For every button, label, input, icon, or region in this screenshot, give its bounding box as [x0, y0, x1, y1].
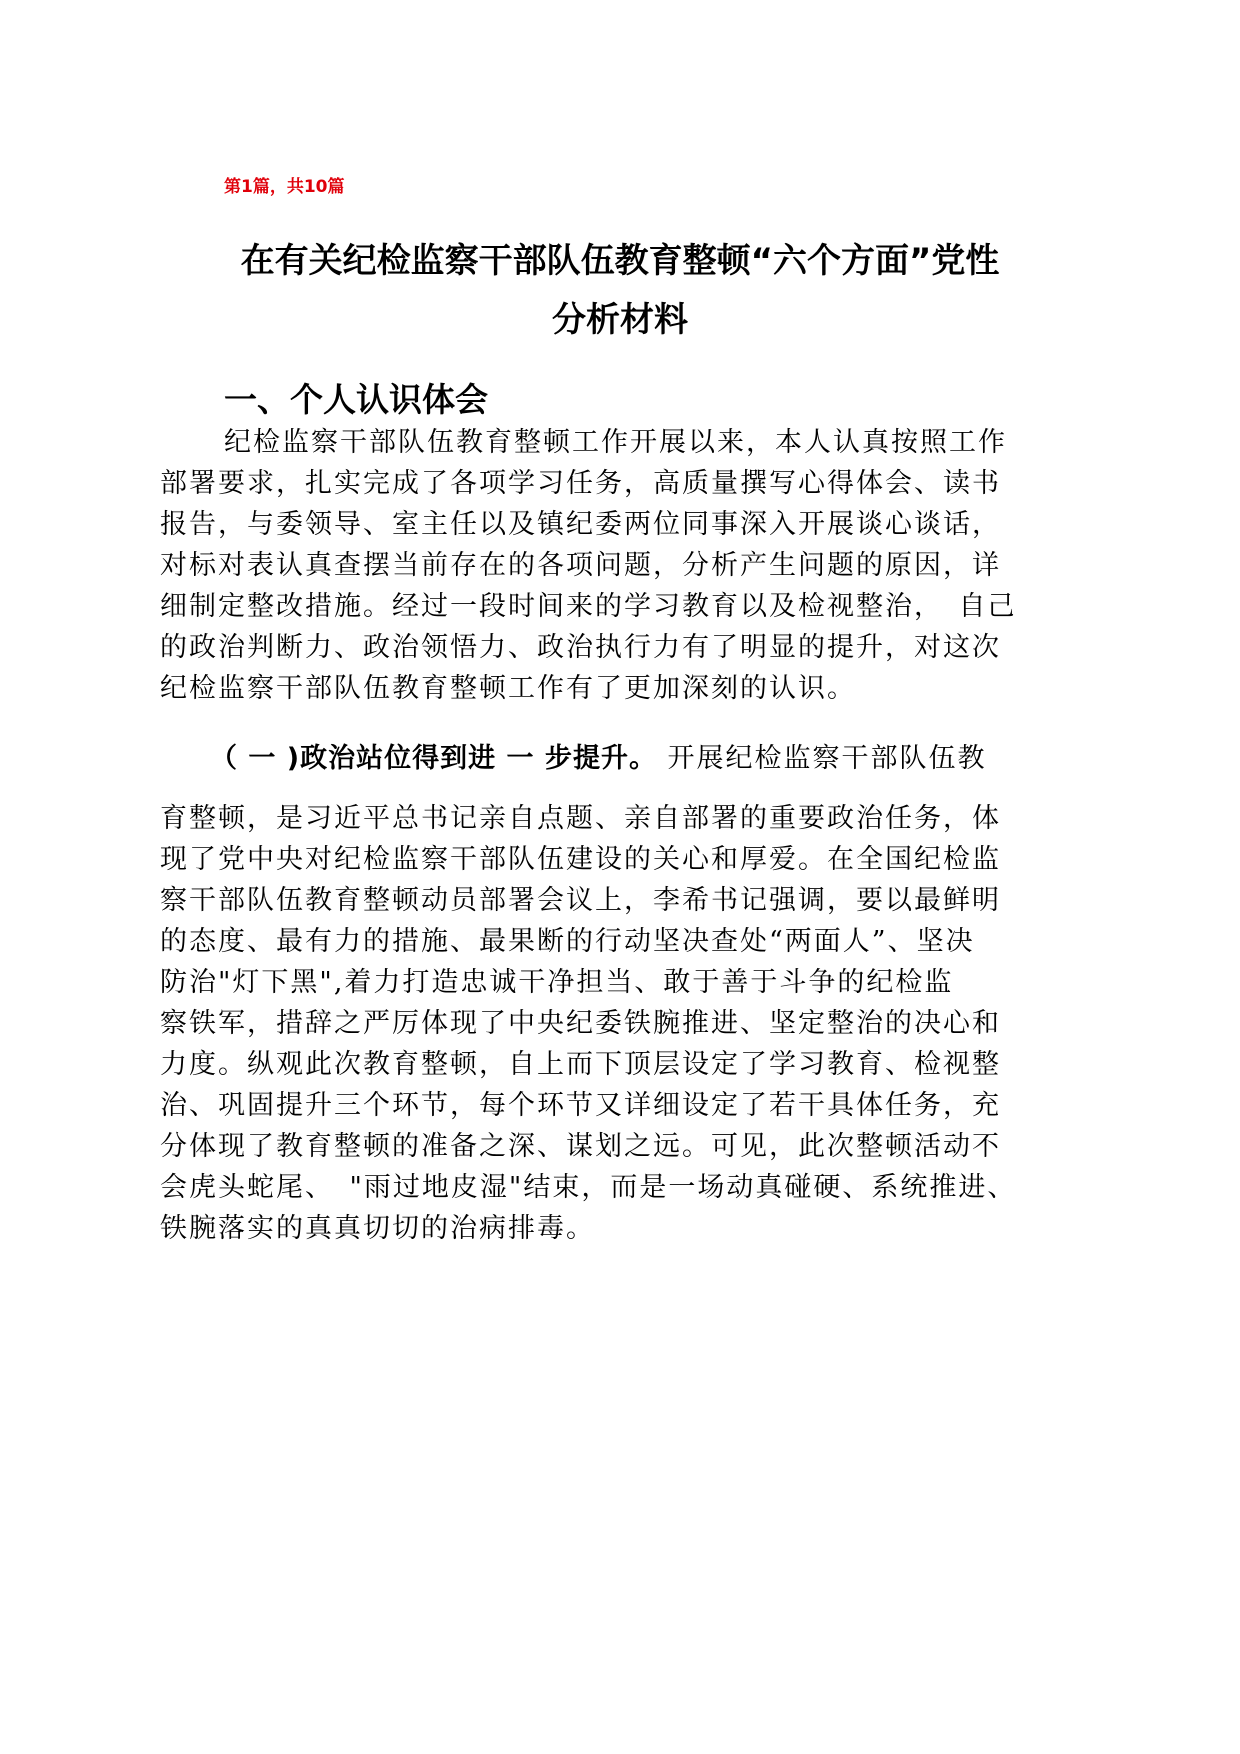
paragraph-line: 纪检监察干部队伍教育整顿工作开展以来，本人认真按照工作 [224, 427, 1007, 458]
paragraph-line: 力度。纵观此次教育整顿，自上而下顶层设定了学习教育、检视整 [160, 1049, 1001, 1080]
paragraph-lead-line [210, 736, 987, 775]
paragraph-line: 的政治判断力、政治领悟力、政治执行力有了明显的提升，对这次 [160, 632, 1001, 663]
section-heading: 一、个人认识体会 [224, 380, 488, 419]
paragraph-line: 现了党中央对纪检监察干部队伍建设的关心和厚爱。在全国纪检监 [160, 844, 1001, 875]
subsection-heading: （ 一 )政治站位得到进 一 步提升。 [210, 743, 657, 774]
paragraph-line: 会虎头蛇尾、 "雨过地皮湿"结束，而是一场动真碰硬、系统推进、 [160, 1172, 1017, 1203]
paragraph-line: 治、巩固提升三个环节，每个环节又详细设定了若干具体任务，充 [160, 1090, 1001, 1121]
paragraph-line: 防治"灯下黑",着力打造忠诚干净担当、敢于善于斗争的纪检监 [160, 967, 954, 998]
paragraph-line: 纪检监察干部队伍教育整顿工作有了更加深刻的认识。 [160, 673, 856, 704]
paragraph-line: 分体现了教育整顿的准备之深、谋划之远。可见，此次整顿活动不 [160, 1131, 1001, 1162]
paragraph-line: 部署要求，扎实完成了各项学习任务，高质量撰写心得体会、读书 [160, 468, 1001, 499]
paragraph-line: 铁腕落实的真真切切的治病排毒。 [160, 1213, 595, 1244]
document-title [160, 232, 1080, 350]
paragraph-line: 报告，与委领导、室主任以及镇纪委两位同事深入开展谈心谈话， [160, 509, 1001, 540]
paragraph-line: 育整顿，是习近平总书记亲自点题、亲自部署的重要政治任务，体 [160, 803, 1001, 834]
lead-line-text: 开展纪检监察干部队伍教 [656, 743, 987, 774]
paragraph-line: 的态度、最有力的措施、最果断的行动坚决查处“两面人”、坚决 [160, 926, 975, 957]
paragraph-line: 细制定整改措施。经过一段时间来的学习教育以及检视整治， 自己 [160, 591, 1017, 622]
paragraph-line: 察干部队伍教育整顿动员部署会议上，李希书记强调，要以最鲜明 [160, 885, 1001, 916]
title-line-2: 分析材料 [552, 300, 688, 340]
title-line-1: 在有关纪检监察干部队伍教育整顿“六个方面”党性 [240, 241, 1000, 281]
page-counter-tag: 第1篇，共10篇 [224, 177, 345, 197]
paragraph-line: 察铁军，措辞之严厉体现了中央纪委铁腕推进、坚定整治的决心和 [160, 1008, 1001, 1039]
paragraph-line: 对标对表认真查摆当前存在的各项问题，分析产生问题的原因，详 [160, 550, 1001, 581]
